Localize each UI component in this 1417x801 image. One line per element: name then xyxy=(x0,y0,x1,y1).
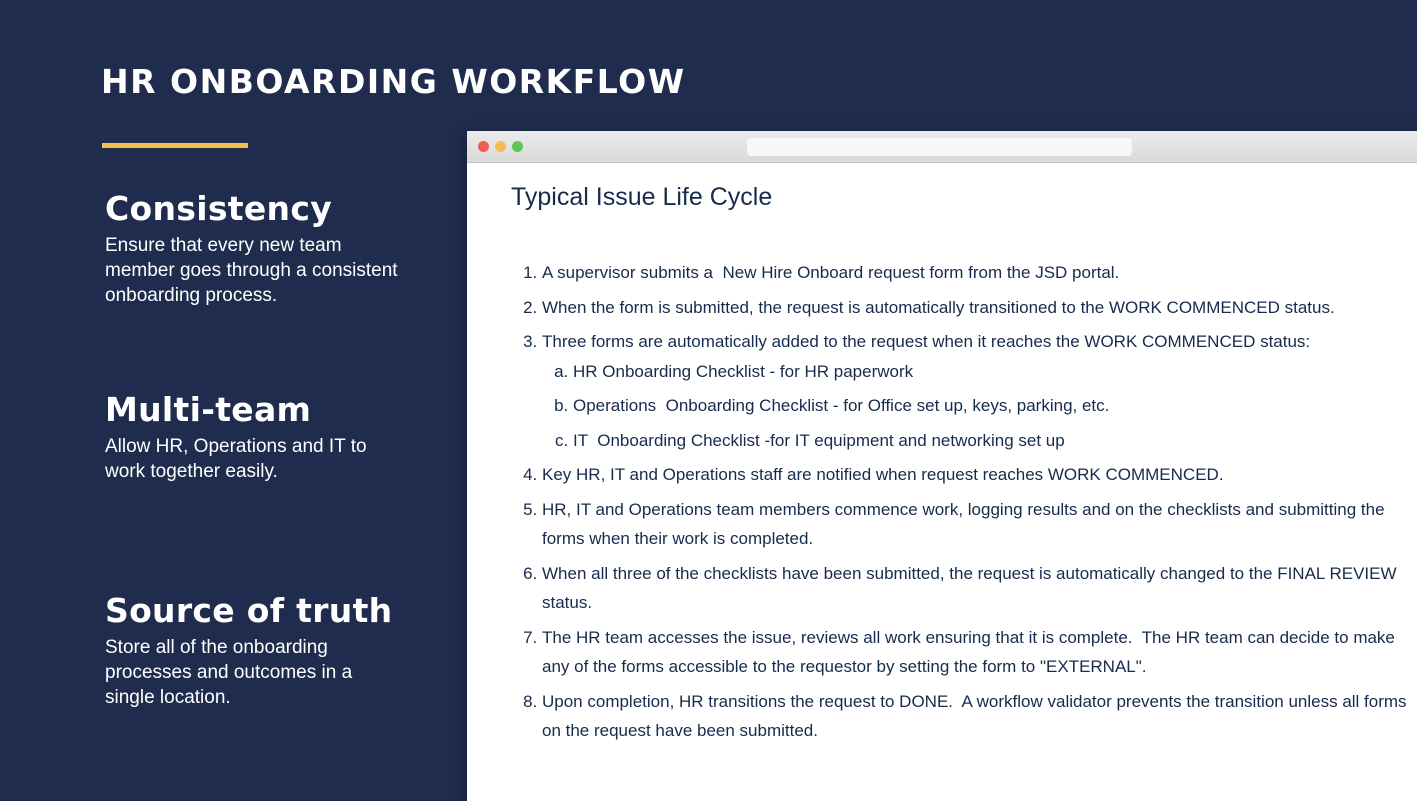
feature-heading: Source of truth xyxy=(105,591,393,630)
list-item xyxy=(573,357,1417,387)
close-window-button[interactable] xyxy=(478,141,489,152)
page-title: Typical Issue Life Cycle xyxy=(511,183,773,211)
feature-multi-team xyxy=(105,392,405,484)
feature-text: Allow HR, Operations and IT to work together easily. xyxy=(105,436,367,482)
list-item xyxy=(542,258,1417,288)
accent-divider xyxy=(102,143,248,148)
step-text: A supervisor submits a New Hire Onboard request form from the JSD portal. xyxy=(542,263,1120,282)
list-item xyxy=(573,426,1417,456)
list-item xyxy=(542,687,1417,746)
list-item xyxy=(542,460,1417,490)
substep-text: HR Onboarding Checklist - for HR paperwork xyxy=(573,361,914,381)
list-item xyxy=(542,559,1417,618)
substep-text: Operations Onboarding Checklist - for Office set up, keys, parking, etc. xyxy=(573,396,1110,415)
feature-heading: Multi-team xyxy=(105,390,312,429)
substep-text: IT Onboarding Checklist -for IT equipment and networking set up xyxy=(573,430,1065,450)
list-item xyxy=(542,623,1417,682)
feature-text: Ensure that every new team member goes through a consistent onboarding process. xyxy=(105,235,398,306)
address-bar[interactable] xyxy=(747,138,1132,156)
minimize-window-button[interactable] xyxy=(495,141,506,152)
step-text: When all three of the checklists have been submitted, the request is automatically changed to the FINAL REVIEW status. xyxy=(542,563,1402,612)
list-item xyxy=(573,391,1417,421)
forms-sublist xyxy=(542,357,1417,456)
window-content xyxy=(467,163,1417,746)
browser-window xyxy=(467,131,1417,801)
step-text: Key HR, IT and Operations staff are notified when request reaches WORK COMMENCED. xyxy=(542,465,1224,484)
feature-source-of-truth xyxy=(105,593,405,710)
feature-consistency xyxy=(105,191,405,308)
feature-text: Store all of the onboarding processes and outcomes in a single location. xyxy=(105,637,353,708)
window-titlebar xyxy=(467,131,1417,163)
list-item xyxy=(542,293,1417,323)
list-item xyxy=(542,495,1417,554)
step-text: When the form is submitted, the request is automatically transitioned to the WORK COMMENCED status. xyxy=(542,297,1335,317)
step-text: Three forms are automatically added to the request when it reaches the WORK COMMENCED status: xyxy=(542,332,1311,351)
slide-title: HR ONBOARDING WORKFLOW xyxy=(101,62,686,101)
list-item xyxy=(542,327,1417,455)
step-text: The HR team accesses the issue, reviews all work ensuring that it is complete. The HR team can decide to make any of the forms accessible to the requestor by setting the form to "EXTERNAL". xyxy=(542,627,1400,676)
feature-heading: Consistency xyxy=(105,189,333,228)
step-text: Upon completion, HR transitions the request to DONE. A workflow validator prevents the transition unless all forms on the request have been submitted. xyxy=(542,691,1412,740)
step-text: HR, IT and Operations team members commence work, logging results and on the checklists and submitting the forms when their work is completed. xyxy=(542,499,1390,548)
maximize-window-button[interactable] xyxy=(512,141,523,152)
life-cycle-steps xyxy=(511,258,1417,746)
